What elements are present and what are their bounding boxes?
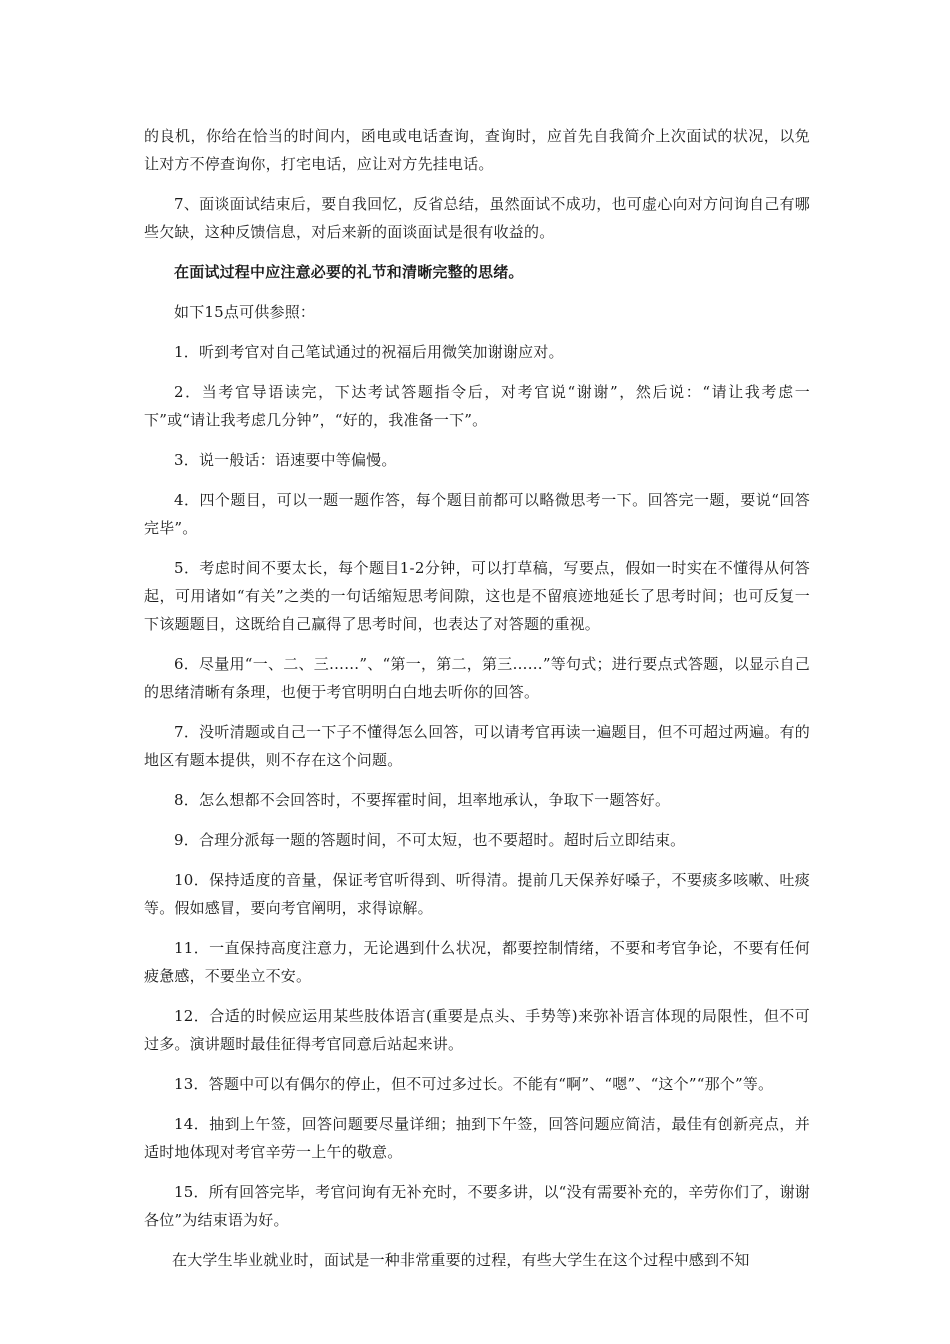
paragraph-closing: 在大学生毕业就业时，面试是一种非常重要的过程，有些大学生在这个过程中感到不知: [172, 1251, 750, 1269]
list-item-1: 1．听到考官对自己笔试通过的祝福后用微笑加谢谢应对。: [174, 343, 564, 361]
list-item-14: 14．抽到上午签，回答问题要尽量详细；抽到下午签，回答问题应简洁，最佳有创新亮点，并适时地体现对考官辛劳一上午的敬意。: [144, 1115, 810, 1161]
paragraph-item-7: 7、面谈面试结束后，要自我回忆，反省总结，虽然面试不成功，也可虚心向对方问询自己有哪些欠缺，这种反馈信息，对后来新的面谈面试是很有收益的。: [144, 195, 810, 241]
list-item-13: 13．答题中可以有偶尔的停止，但不可过多过长。不能有“啊”、“嗯”、“这个”“那个”等。: [174, 1075, 774, 1093]
list-item-8: 8．怎么想都不会回答时，不要挥霍时间，坦率地承认，争取下一题答好。: [174, 791, 671, 809]
list-item-4: 4．四个题目，可以一题一题作答，每个题目前都可以略微思考一下。回答完一题，要说“回答完毕”。: [144, 491, 810, 537]
list-item-9: 9．合理分派每一题的答题时间，不可太短，也不要超时。超时后立即结束。: [174, 831, 686, 849]
list-item-11: 11．一直保持高度注意力，无论遇到什么状况，都要控制情绪，不要和考官争论，不要有任何疲惫感，不要坐立不安。: [144, 939, 810, 985]
section-heading: 在面试过程中应注意必要的礼节和清晰完整的思绪。: [174, 263, 524, 281]
list-item-6: 6．尽量用“一、二、三……”、“第一，第二，第三……”等句式；进行要点式答题，以显示自己的思绪清晰有条理，也便于考官明明白白地去听你的回答。: [144, 655, 810, 701]
paragraph-continuation: 的良机，你给在恰当的时间内，函电或电话查询，查询时，应首先自我简介上次面试的状况，以免让对方不停查询你，打宅电话，应让对方先挂电话。: [144, 127, 810, 173]
list-item-10: 10．保持适度的音量，保证考官听得到、听得清。提前几天保养好嗓子，不要痰多咳嗽、吐痰等。假如感冒，要向考官阐明，求得谅解。: [144, 871, 810, 917]
list-item-15: 15．所有回答完毕，考官问询有无补充时，不要多讲，以“没有需要补充的，辛劳你们了，谢谢各位”为结束语为好。: [144, 1183, 810, 1229]
document-body: [144, 122, 810, 1286]
list-item-7: 7．没听清题或自己一下子不懂得怎么回答，可以请考官再读一遍题目，但不可超过两遍。有的地区有题本提供，则不存在这个问题。: [144, 723, 810, 769]
list-item-5: 5．考虑时间不要太长，每个题目1-2分钟，可以打草稿，写要点，假如一时实在不懂得从何答起，可用诸如“有关”之类的一句话缩短思考间隙，这也是不留痕迹地延长了思考时间；也可反复一下该题题目，这既给自己赢得了思考时间，也表达了对答题的重视。: [144, 559, 810, 633]
list-item-3: 3．说一般话：语速要中等偏慢。: [174, 451, 397, 469]
list-item-12: 12．合适的时候应运用某些肢体语言(重要是点头、手势等)来弥补语言体现的局限性，但不可过多。演讲题时最佳征得考官同意后站起来讲。: [144, 1007, 810, 1053]
list-item-2: 2．当考官导语读完，下达考试答题指令后，对考官说“谢谢”，然后说：“请让我考虑一下”或“请让我考虑几分钟”，“好的，我准备一下”。: [144, 383, 810, 429]
paragraph-intro: 如下15点可供参照：: [174, 303, 316, 321]
